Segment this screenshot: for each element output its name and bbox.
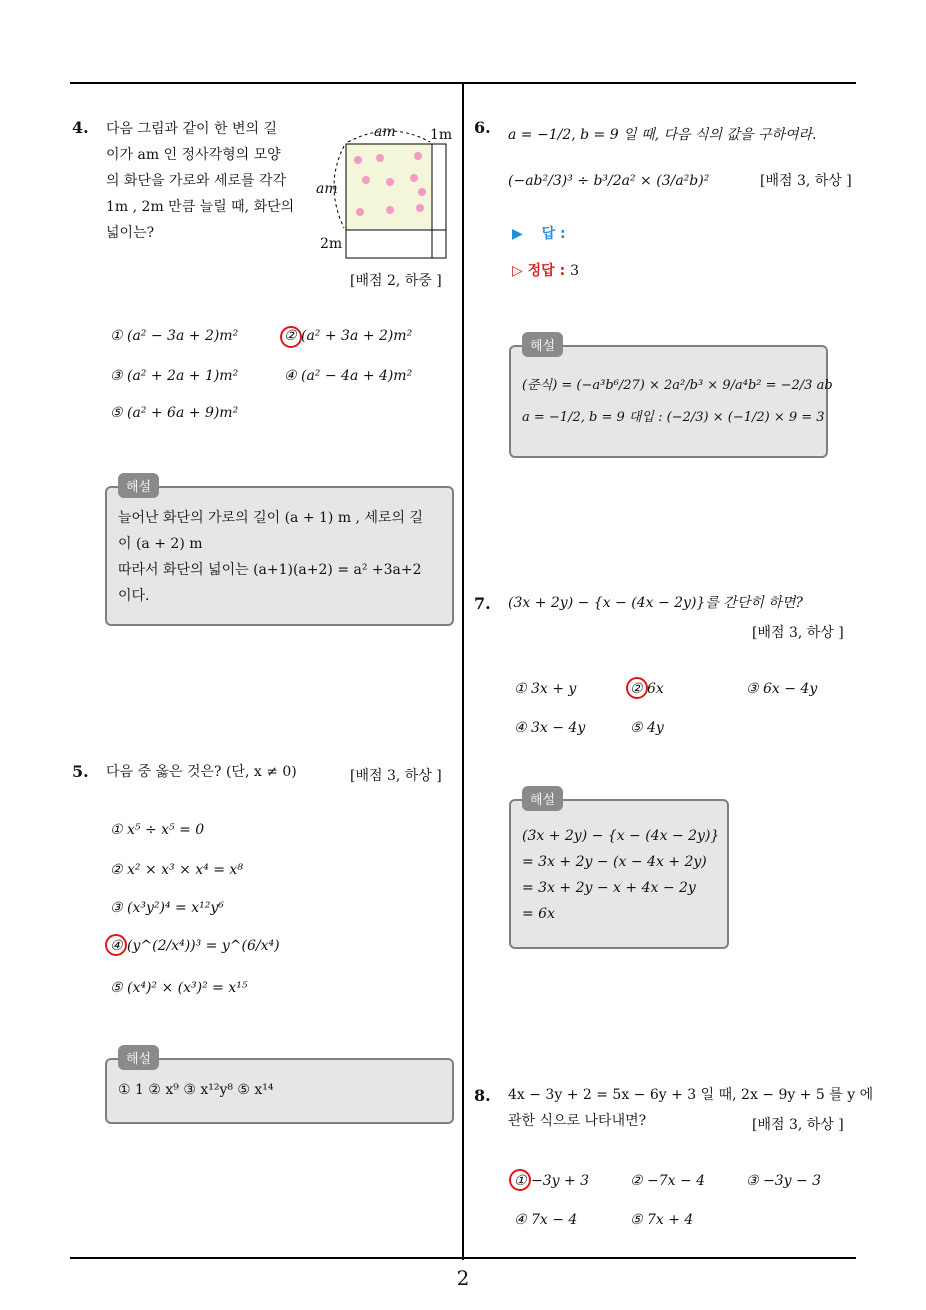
- q5-choice-1[interactable]: ① x⁵ ÷ x⁵ = 0: [110, 822, 205, 838]
- q6-number: 6.: [474, 118, 491, 137]
- selected-answer-mark: [280, 326, 302, 348]
- explanation-line: 이 (a + 2) m: [118, 536, 203, 552]
- explanation-line: = 3x + 2y − (x − 4x + 2y): [522, 854, 707, 870]
- q5-score: [배점 3, 하상 ]: [350, 768, 442, 784]
- fig-label-top: am: [374, 124, 396, 140]
- q4-choice-4[interactable]: ④ (a² − 4a + 4)m²: [284, 368, 413, 384]
- correct-value: 3: [570, 263, 579, 279]
- correct-label: 정답 :: [527, 263, 566, 279]
- q7-choice-5[interactable]: ⑤ 4y: [630, 720, 664, 736]
- q8-score: [배점 3, 하상 ]: [752, 1117, 844, 1133]
- q4-choice-5[interactable]: ⑤ (a² + 6a + 9)m²: [110, 405, 239, 421]
- fig-label-left: am: [316, 181, 338, 197]
- q4-explanation-tag: 해설: [118, 473, 159, 498]
- play-triangle-icon: ▶: [512, 226, 523, 242]
- q6-line1: a = −1/2, b = 9 일 때, 다음 식의 값을 구하여라.: [508, 127, 817, 143]
- column-divider: [462, 84, 464, 1260]
- q4-score: [배점 2, 하중 ]: [350, 273, 442, 289]
- correct-row: [512, 260, 579, 280]
- q7-text: (3x + 2y) − {x − (4x − 2y)}를 간단히 하면?: [508, 595, 803, 611]
- selected-answer-mark: [626, 677, 648, 699]
- q5-choice-2[interactable]: ② x² × x³ × x⁴ = x⁸: [110, 862, 243, 878]
- explanation-line: 이다.: [118, 588, 150, 604]
- q6-explanation-tag: 해설: [522, 332, 563, 357]
- q8-text-line: 4x − 3y + 2 = 5x − 6y + 3 일 때, 2x − 9y + 5 를 y 에: [508, 1087, 874, 1103]
- outline-triangle-icon: ▷: [512, 263, 523, 279]
- explanation-line: 따라서 화단의 넓이는 (a+1)(a+2) = a² +3a+2: [118, 562, 422, 578]
- q8-number: 8.: [474, 1086, 491, 1105]
- q4-explanation-text: [118, 505, 423, 609]
- q5-choice-3[interactable]: ③ (x³y²)⁴ = x¹²y⁶: [110, 900, 224, 916]
- explanation-line: (준식) = (−a³b⁶/27) × 2a²/b³ × 9/a⁴b² = −2/3 ab: [522, 378, 833, 393]
- q8-choice-1[interactable]: ① −3y + 3: [514, 1173, 590, 1189]
- q5-explanation-text: ① 1 ② x⁹ ③ x¹²y⁸ ⑤ x¹⁴: [118, 1082, 274, 1098]
- q7-choice-3[interactable]: ③ 6x − 4y: [746, 681, 818, 697]
- explanation-line: 늘어난 화단의 가로의 길이 (a + 1) m , 세로의 길: [118, 510, 423, 526]
- q6-explanation-text: [522, 370, 833, 434]
- q8-choice-4[interactable]: ④ 7x − 4: [514, 1212, 578, 1228]
- q4-text-line: 1m , 2m 만큼 늘릴 때, 화단의: [106, 199, 295, 215]
- q4-number: 4.: [72, 118, 89, 137]
- explanation-line: a = −1/2, b = 9 대입 : (−2/3) × (−1/2) × 9 = 3: [522, 410, 825, 425]
- q8-choice-2[interactable]: ② −7x − 4: [630, 1173, 706, 1189]
- q7-choice-1[interactable]: ① 3x + y: [514, 681, 577, 697]
- q7-number: 7.: [474, 594, 491, 613]
- q8-text-line: 관한 식으로 나타내면?: [508, 1113, 647, 1129]
- q7-explanation-tag: 해설: [522, 786, 563, 811]
- fig-label-bottom-left: 2m: [320, 236, 343, 252]
- q7-explanation-text: [522, 823, 719, 927]
- q7-choice-4[interactable]: ④ 3x − 4y: [514, 720, 586, 736]
- q5-text: 다음 중 옳은 것은? (단, x ≠ 0): [106, 764, 297, 780]
- q6-expression: (−ab²/3)³ ÷ b³/2a² × (3/a²b)²: [508, 173, 710, 189]
- q5-choice-4[interactable]: ④ (y^(2/x⁴))³ = y^(6/x⁴): [110, 938, 280, 954]
- q4-text-line: 의 화단을 가로와 세로를 각각: [106, 173, 287, 189]
- q8-choice-5[interactable]: ⑤ 7x + 4: [630, 1212, 694, 1228]
- q4-text: [106, 116, 294, 246]
- q5-number: 5.: [72, 762, 89, 781]
- explanation-line: (3x + 2y) − {x − (4x − 2y)}: [522, 828, 720, 844]
- q7-choice-2[interactable]: ② 6x: [630, 681, 664, 697]
- q4-choice-2[interactable]: ② (a² + 3a + 2)m²: [284, 328, 413, 344]
- q4-text-line: 넓이는?: [106, 225, 155, 241]
- q7-score: [배점 3, 하상 ]: [752, 625, 844, 641]
- q8-choice-3[interactable]: ③ −3y − 3: [746, 1173, 822, 1189]
- answer-label: 답 :: [541, 226, 566, 242]
- explanation-line: = 6x: [522, 906, 555, 922]
- q6-score: [배점 3, 하상 ]: [760, 173, 852, 189]
- explanation-line: = 3x + 2y − x + 4x − 2y: [522, 880, 696, 896]
- q4-choice-3[interactable]: ③ (a² + 2a + 1)m²: [110, 368, 239, 384]
- selected-answer-mark: [509, 1169, 531, 1191]
- q5-choice-5[interactable]: ⑤ (x⁴)² × (x³)² = x¹⁵: [110, 980, 248, 996]
- fig-label-right-top: 1m: [430, 127, 453, 143]
- q5-explanation-tag: 해설: [118, 1045, 159, 1070]
- q4-text-line: 이가 am 인 정사각형의 모양: [106, 147, 281, 163]
- page-number: 2: [456, 1266, 470, 1290]
- answer-row: [512, 223, 566, 243]
- q4-choice-1[interactable]: ① (a² − 3a + 2)m²: [110, 328, 239, 344]
- q4-text-line: 다음 그림과 같이 한 변의 길: [106, 121, 278, 137]
- selected-answer-mark: [105, 934, 127, 956]
